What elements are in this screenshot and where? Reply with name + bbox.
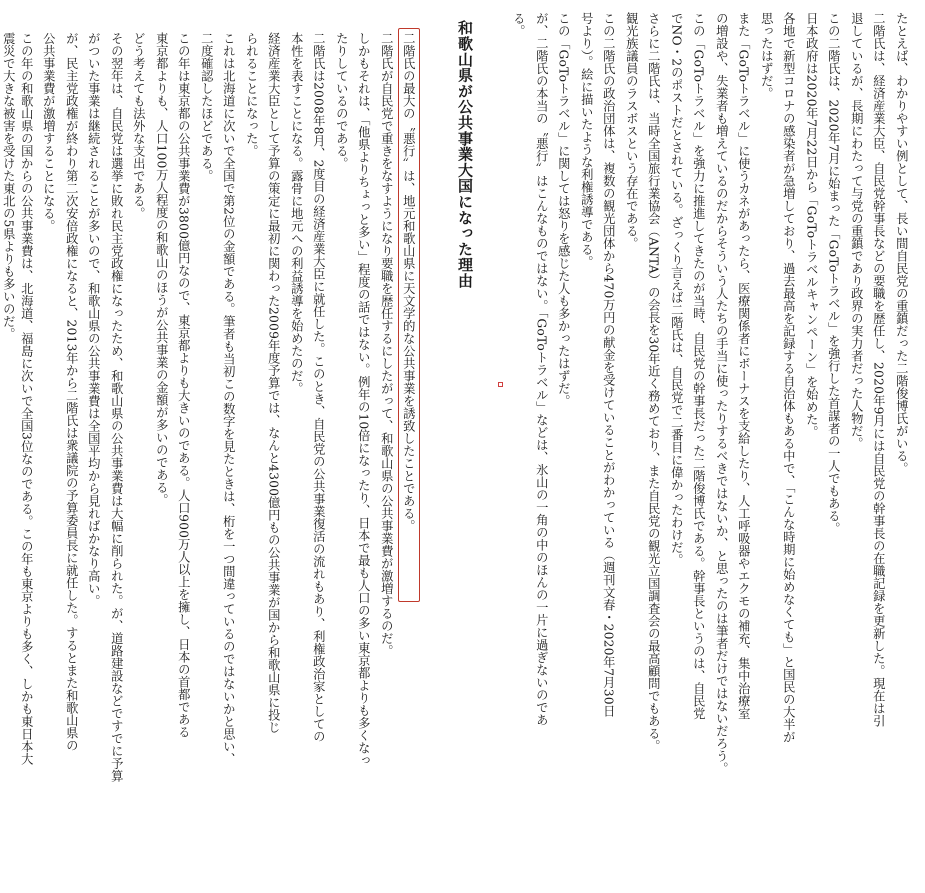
text-column: 日本政府は2020年7月22日から「GoToトラベルキャンペーン」を始めた。 xyxy=(804,12,819,439)
text-column: られることになった。 xyxy=(244,32,259,157)
text-column: また「GoToトラベル」に使うカネがあったら、医療関係者にボーナスを支給したり、人工呼吸器やエクモの補充、集中治療室 xyxy=(736,12,751,720)
text-column: この二階氏は、2020年7月に始まった「GoToトラベル」を強行した首謀者の一人でもある。 xyxy=(826,12,841,535)
text-column: 公共事業費が激増することになる。 xyxy=(41,32,56,232)
text-column: 二階氏が自民党で重きをなすようになり要職を歴任するにしたがって、和歌山県の公共事業費が激増するのだ。 xyxy=(379,32,394,657)
text-column: がついた事業は継続されることが多いので、和歌山県の公共事業費は全国平均から見ればかなり高い。 xyxy=(86,32,101,607)
text-column: 観光族議員のラスボスという存在である。 xyxy=(624,12,639,250)
text-column: この年の和歌山県の国からの公共事業費は、北海道、福島に次いで全国3位なのである。この年も東京よりも多く、しかも東日本大 xyxy=(19,32,34,766)
text-column: どう考えても法外な支出である。 xyxy=(131,32,146,220)
red-marker-icon xyxy=(498,382,503,387)
text-column: 二階氏は、経済産業大臣、自民党幹事長などの要職を歴任し、2020年9月には自民党の幹事長の在職記録を更新した。現在は引 xyxy=(871,12,886,728)
text-column: 思ったはずだ。 xyxy=(759,12,774,100)
text-column: が、民主党政権が終わり第二次安倍政権になると、2013年から二階氏は衆議院の予算委員長に就任した。するとまた和歌山県の xyxy=(64,32,79,752)
text-column: る。 xyxy=(511,12,526,37)
text-column: 震災で大きな被害を受けた東北の5県よりも多いのだ。 xyxy=(1,32,16,341)
section-heading: 和歌山県が公共事業大国になった理由 xyxy=(456,20,474,289)
text-column: この年は東京都の公共事業費が3800億円なので、東京都よりも大きいのである。人口900万人以上を擁し、日本の首都である xyxy=(176,32,191,739)
text-column: その翌年は、自民党は選挙に敗れ民主党政権になったため、和歌山県の公共事業費は大幅に削られた。が、道路建設などですでに予算 xyxy=(109,32,124,782)
text-column: 二階氏の最大の〝悪行〟は、地元和歌山県に天文学的な公共事業を誘致したことである。 xyxy=(401,32,416,532)
text-column: この「GoToトラベル」を強力に推進してきたのが当時、自民党の幹事長だった二階俊博氏である。幹事長というのは、自民党 xyxy=(691,12,706,720)
text-column: この「GoToトラベル」に関しては怒りを感じた人も多かったはずだ。 xyxy=(556,12,571,408)
text-column: の増設や、失業者も増えているのだからそういう人たちの手当に使ったりするべきではないか、と思ったのは筆者だけではないだろう。 xyxy=(714,12,729,775)
text-column: これは北海道に次いで全国で第2位の金額である。筆者も当初この数字を見たときは、桁を一つ間違っているのではないかと思い、 xyxy=(221,32,236,766)
text-column: 経済産業大臣として予算の策定に最初に関わった2009年度予算では、なんと4300億円もの公共事業が国から和歌山県に投じ xyxy=(266,32,281,734)
text-column: でNO・2のポストだとされている。ざっくり言えば二階氏は、自民党で二番目に偉かったわけだ。 xyxy=(669,12,684,567)
text-column: 東京都よりも、人口100万人程度の和歌山のほうが公共事業の金額が多いのである。 xyxy=(154,32,169,507)
text-column: さらに二階氏は、当時全国旅行業協会（ANTA）の会長を30年近く務めており、また自民党の観光立国調査会の最高顧問でもある。 xyxy=(646,12,661,753)
text-column: 退しているが、長期にわたって与党の重鎮であり政界の実力者だった人物だ。 xyxy=(849,12,864,450)
text-column: たりしているのである。 xyxy=(334,32,349,170)
text-column: 二階氏は2008年8月、2度目の経済産業大臣に就任した。このとき、自民党の公共事業復活の流れもあり、利権政治家としての xyxy=(311,32,326,743)
text-column: たとえば、わかりやすい例として、長い間自民党の重鎮だった二階俊博氏がいる。 xyxy=(894,12,909,475)
text-column: 号より）。絵に描いたような利権誘導である。 xyxy=(579,12,594,269)
text-column: この二階氏の政治団体は、複数の観光団体から470万円の献金を受けていることがわかっている（週刊文春・2020年7月30日 xyxy=(601,12,616,718)
text-column: が、二階氏の本当の〝悪行〟はこんなものではない。「GoToトラベル」などは、氷山の一角の中のほんの一片に過ぎないのであ xyxy=(534,12,549,727)
text-column: 二度確認したほどである。 xyxy=(199,32,214,182)
text-column: しかもそれは、「他県よりちょっと多い」程度の話ではない。例年の10倍になったり、日本で最も人口の多い東京都よりも多くなっ xyxy=(356,32,371,767)
text-column: 本性を表すことになる。露骨に地元への利益誘導を始めたのだ。 xyxy=(289,32,304,395)
text-column: 各地で新型コロナの感染者が急増しており、過去最高を記録する自治体もある中で、「こんな時期に始めなくても」と国民の大半が xyxy=(781,12,796,744)
